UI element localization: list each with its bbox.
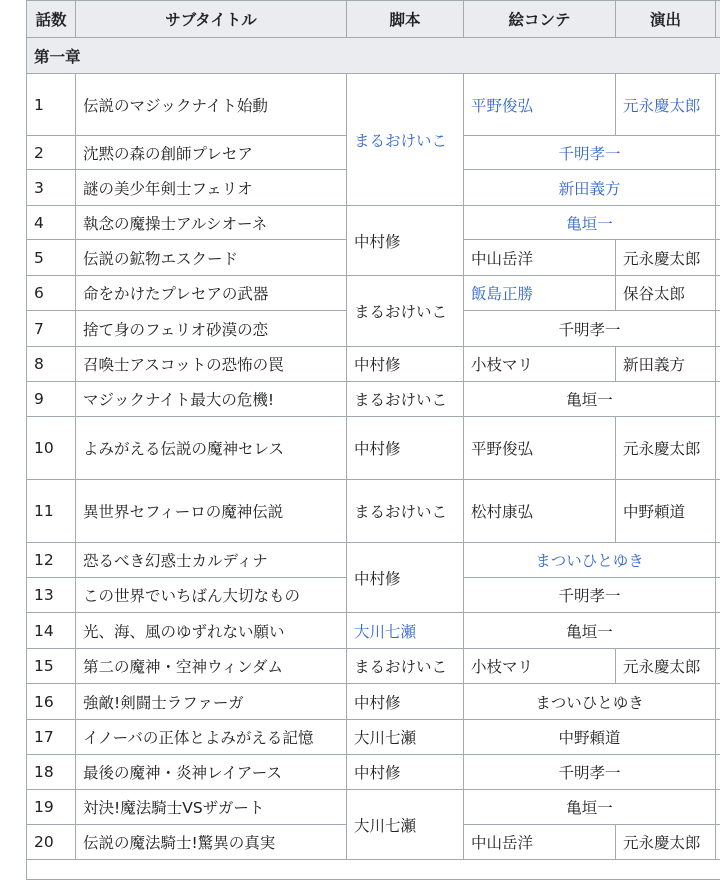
storyboard-cell <box>464 276 616 311</box>
overflow-cell <box>716 790 720 825</box>
episode-title: 恐るべき幻惑士カルディナ <box>76 543 347 578</box>
header-row <box>27 1 720 38</box>
episode-title: 沈黙の森の創師プレセア <box>76 136 347 170</box>
script-cell: まるおけいこ <box>347 649 464 684</box>
overflow-cell <box>716 578 720 613</box>
director-cell: 新田義方 <box>616 347 716 382</box>
episode-title: イノーバの正体とよみがえる記憶 <box>76 720 347 755</box>
episode-title: 強敵!剣闘士ラファーガ <box>76 684 347 720</box>
chapter-heading: 第一章 <box>27 38 720 74</box>
table-row <box>27 480 720 543</box>
table-row <box>27 684 720 720</box>
table-row <box>27 649 720 684</box>
director-cell: 保谷太郎 <box>616 276 716 311</box>
table-row <box>27 276 720 311</box>
director-cell: 中野頼道 <box>616 480 716 543</box>
episode-number: 13 <box>27 578 76 613</box>
script-cell: 中村修 <box>347 684 464 720</box>
episode-title: 執念の魔操士アルシオーネ <box>76 206 347 240</box>
script-cell: まるおけいこ <box>347 480 464 543</box>
overflow-cell <box>716 347 720 382</box>
overflow-cell <box>716 755 720 790</box>
overflow-cell <box>716 311 720 347</box>
overflow-cell <box>716 74 720 136</box>
storyboard-link[interactable]: 平野俊弘 <box>471 97 533 115</box>
episode-number: 18 <box>27 755 76 790</box>
storyboard-link[interactable]: 飯島正勝 <box>471 285 533 303</box>
episode-title: マジックナイト最大の危機! <box>76 382 347 417</box>
director-cell: 元永慶太郎 <box>616 240 716 276</box>
episode-title: よみがえる伝説の魔神セレス <box>76 417 347 480</box>
episode-title: 最後の魔神・炎神レイアース <box>76 755 347 790</box>
storyboard-director-link[interactable]: 新田義方 <box>558 180 620 198</box>
storyboard-director-cell: 中野頼道 <box>464 720 716 755</box>
header-script: 脚本 <box>347 1 464 38</box>
overflow-cell <box>716 240 720 276</box>
header-director: 演出 <box>616 1 716 38</box>
script-cell: まるおけいこ <box>347 276 464 347</box>
episode-number: 10 <box>27 417 76 480</box>
storyboard-cell: 平野俊弘 <box>464 417 616 480</box>
storyboard-director-cell <box>464 170 716 206</box>
episode-number: 2 <box>27 136 76 170</box>
overflow-cell <box>716 684 720 720</box>
episode-number: 5 <box>27 240 76 276</box>
overflow-cell <box>716 825 720 860</box>
director-cell: 元永慶太郎 <box>616 649 716 684</box>
episode-title: 召喚士アスコットの恐怖の罠 <box>76 347 347 382</box>
storyboard-director-cell: 千明孝一 <box>464 311 716 347</box>
episode-number: 17 <box>27 720 76 755</box>
director-cell: 元永慶太郎 <box>616 825 716 860</box>
episode-table <box>26 0 720 880</box>
episode-number: 20 <box>27 825 76 860</box>
storyboard-director-cell <box>464 136 716 170</box>
script-cell: 大川七瀬 <box>347 720 464 755</box>
episode-number: 14 <box>27 613 76 649</box>
overflow-cell <box>716 276 720 311</box>
script-link[interactable]: 大川七瀬 <box>354 623 416 641</box>
table-row <box>27 417 720 480</box>
episode-title: 捨て身のフェリオ砂漠の恋 <box>76 311 347 347</box>
script-cell: まるおけいこ <box>347 382 464 417</box>
storyboard-director-link[interactable]: 亀垣一 <box>566 215 613 233</box>
script-cell: 中村修 <box>347 206 464 276</box>
episode-title: 謎の美少年剣士フェリオ <box>76 170 347 206</box>
script-link[interactable]: まるおけいこ <box>354 132 447 150</box>
storyboard-director-link[interactable]: 千明孝一 <box>558 145 620 163</box>
storyboard-director-cell <box>464 543 716 578</box>
script-cell <box>347 74 464 206</box>
storyboard-director-cell: 千明孝一 <box>464 578 716 613</box>
episode-number: 19 <box>27 790 76 825</box>
overflow-cell <box>716 136 720 170</box>
storyboard-cell <box>464 74 616 136</box>
episode-number: 4 <box>27 206 76 240</box>
episode-number: 11 <box>27 480 76 543</box>
script-cell <box>347 613 464 649</box>
storyboard-director-cell: 亀垣一 <box>464 382 716 417</box>
storyboard-cell: 小枝マリ <box>464 347 616 382</box>
table-row <box>27 74 720 136</box>
director-link[interactable]: 元永慶太郎 <box>623 97 701 115</box>
storyboard-cell: 松村康弘 <box>464 480 616 543</box>
storyboard-cell: 中山岳洋 <box>464 240 616 276</box>
episode-number: 16 <box>27 684 76 720</box>
storyboard-director-cell: まついひとゆき <box>464 684 716 720</box>
episode-number: 9 <box>27 382 76 417</box>
header-overflow <box>716 1 720 38</box>
overflow-cell <box>716 649 720 684</box>
episode-number: 7 <box>27 311 76 347</box>
storyboard-cell: 中山岳洋 <box>464 825 616 860</box>
overflow-cell <box>716 720 720 755</box>
director-cell: 元永慶太郎 <box>616 417 716 480</box>
storyboard-cell: 小枝マリ <box>464 649 616 684</box>
episode-title: 命をかけたプレセアの武器 <box>76 276 347 311</box>
episode-number: 1 <box>27 74 76 136</box>
episode-title: 伝説の鉱物エスクード <box>76 240 347 276</box>
episode-title: 伝説の魔法騎士!驚異の真実 <box>76 825 347 860</box>
table-row <box>27 860 720 880</box>
episode-title: 異世界セフィーロの魔神伝説 <box>76 480 347 543</box>
episode-number: 3 <box>27 170 76 206</box>
header-episode-number: 話数 <box>27 1 76 38</box>
episode-title: 光、海、風のゆずれない願い <box>76 613 347 649</box>
script-cell: 中村修 <box>347 543 464 613</box>
table-row <box>27 720 720 755</box>
episode-title: 対決!魔法騎士VSザガート <box>76 790 347 825</box>
overflow-cell <box>716 480 720 543</box>
table-row <box>27 613 720 649</box>
overflow-cell <box>716 206 720 240</box>
table-row <box>27 790 720 825</box>
table-row <box>27 755 720 790</box>
episode-number: 12 <box>27 543 76 578</box>
script-cell: 中村修 <box>347 417 464 480</box>
overflow-cell <box>716 543 720 578</box>
script-cell: 中村修 <box>347 347 464 382</box>
episode-title: 伝説のマジックナイト始動 <box>76 74 347 136</box>
storyboard-director-cell <box>464 206 716 240</box>
episode-title: 第二の魔神・空神ウィンダム <box>76 649 347 684</box>
next-row-partial <box>27 860 720 880</box>
episode-title: この世界でいちばん大切なもの <box>76 578 347 613</box>
table-row <box>27 382 720 417</box>
table-row <box>27 206 720 240</box>
storyboard-director-link[interactable]: まついひとゆき <box>535 552 644 570</box>
storyboard-director-cell: 亀垣一 <box>464 790 716 825</box>
overflow-cell <box>716 417 720 480</box>
overflow-cell <box>716 382 720 417</box>
table-row <box>27 543 720 578</box>
storyboard-director-cell: 亀垣一 <box>464 613 716 649</box>
script-cell: 中村修 <box>347 755 464 790</box>
episode-number: 15 <box>27 649 76 684</box>
director-cell <box>616 74 716 136</box>
chapter-row <box>27 38 720 74</box>
episode-number: 8 <box>27 347 76 382</box>
episode-number: 6 <box>27 276 76 311</box>
header-subtitle: サブタイトル <box>76 1 347 38</box>
overflow-cell <box>716 613 720 649</box>
overflow-cell <box>716 170 720 206</box>
table-row <box>27 347 720 382</box>
header-storyboard: 絵コンテ <box>464 1 616 38</box>
script-cell: 大川七瀬 <box>347 790 464 860</box>
storyboard-director-cell: 千明孝一 <box>464 755 716 790</box>
